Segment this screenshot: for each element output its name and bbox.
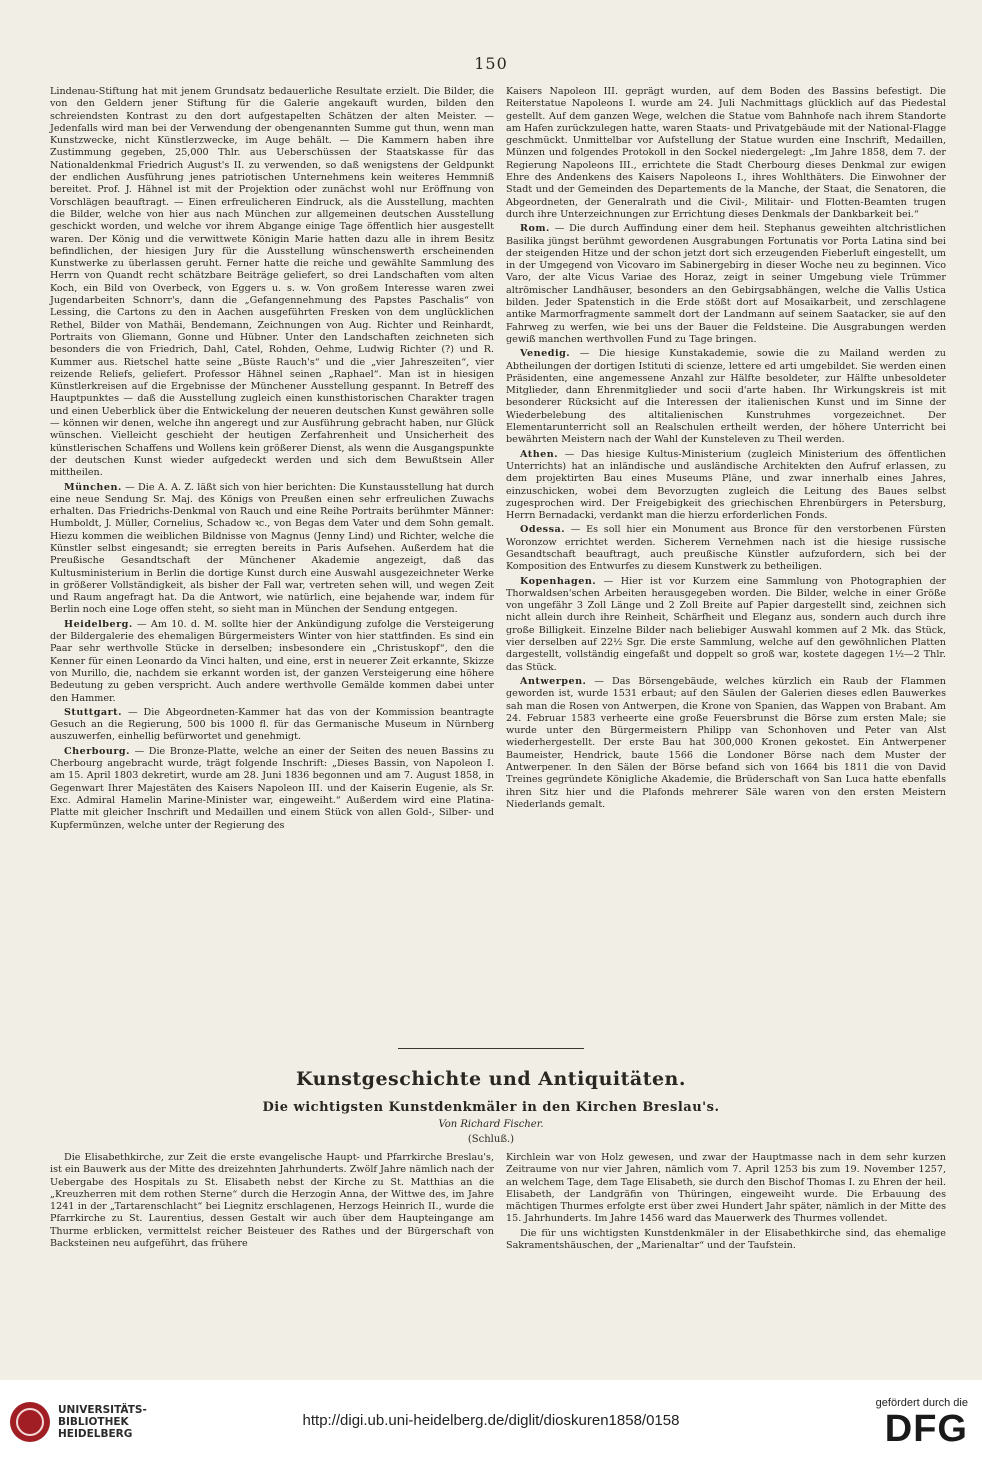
place-heading: Venedig. xyxy=(520,348,571,360)
paragraph: Die Elisabethkirche, zur Zeit die erste evangelische Haupt- und Pfarrkirche Breslau's, ist ein Bauwerk aus der Mitte des dreizehnten Jahrhunderts. Zwölf Jahre nämlich nach der Uebergabe des Hospitals zu St. Elisabeth nebst der Kirche zu St. Matthias an die „Kreuzherren mit dem rothen Sterne“ durch die Herzogin Anna, der Wittwe des, im Jahre 1241 in der „Tartarenschlacht“ bei Liegnitz erschlagenen, Herzogs Heinrich II., wurde die Pfarrkirche zu St. Laurentius, dessen Gestalt wir auch über dem Haupteingange am Thurme erblicken, vermittelst reicher Beisteuer des Rathes und der Bürgerschaft von Backsteinen neu aufgeführt, das frühere xyxy=(50,1152,494,1250)
news-entry-stuttgart xyxy=(50,707,494,744)
conclusion-note: (Schluß.) xyxy=(467,1134,515,1145)
place-heading: Heidelberg. xyxy=(64,618,133,630)
place-heading: Kopenhagen. xyxy=(520,575,597,587)
section-divider xyxy=(398,1048,584,1049)
news-entry-copenhagen xyxy=(506,576,946,674)
byline: Von Richard Fischer. xyxy=(438,1119,544,1130)
left-column xyxy=(50,86,494,834)
entry-text: — Die A. A. Z. läßt sich von hier berichten: Die Kunstausstellung hat durch eine neue Sendung Sr. Maj. des Königs von Preußen einen sehr erfreulichen Zuwachs erhalten. Das Friedrichs-Denkmal von Rauch und eine Reihe Portraits berühmter Männer: Humboldt, J. Müller, Cornelius, Schadow ꝛc., von Begas dem Vater und dem Sohn gemalt. Hiezu kommen die weiblichen Bildnisse von Magnus (Jenny Lind) und Richter, welche die Künstler selbst eingesandt; sie erregten bereits in Paris Aufsehen. Außerdem hat die Preußische Gesandtschaft der Münchener Akademie angezeigt, daß das Kultusministerium in Berlin die dortige Kunst durch eine Auswahl ausgezeichneter Werke in größerer Vollständigkeit, als bisher der Fall war, vertreten sehen will, und wegen Zeit und Raum angefragt hat. Da die Antwort, wie natürlich, eine bejahende war, indem für Berlin noch eine Loge offen steht, so sieht man in München der Sendung entgegen. xyxy=(50,481,494,616)
paragraph: Kirchlein war von Holz gewesen, und zwar der Hauptmasse nach in dem sehr kurzen Zeitraume von nur vier Jahren, nämlich vom 7. April 1253 bis zum 19. November 1257, an welchem Tage, dem Tage Elisabeth, sie durch den Bischof Thomas I. zu Ehren der heil. Elisabeth, der Landgräfin von Thüringen, eingeweiht wurde. Die Erbauung des mächtigen Thurmes erfolgte erst über zwei Hundert Jahr später, nämlich in der Mitte des 15. Jahrhunderts. Im Jahre 1456 ward das Mauerwerk des Thurmes vollendet. xyxy=(506,1152,946,1225)
entry-text: — Hier ist vor Kurzem eine Sammlung von Photographien der Thorwaldsen'schen Arbeiten herausgegeben worden. Die Bilder, welche in einer Größe von ungefähr 3 Zoll Länge und 2 Zoll Breite auf Papier dargestellt sind, zeichnen sich nicht allein durch ihre Reinheit, Schärfheit und Eleganz aus, sondern auch durch ihre große Billigkeit. Einzelne Bilder nach beliebiger Auswahl kommen auf 2 Mk. das Stück, vier derselben auf 22½ Sgr. Die erste Sammlung, welche auf den gewöhnlichen Platten dargestellt, vollständig eingefaßt und doppelt so groß war, kostete dagegen 1½—2 Thlr. das Stück. xyxy=(506,575,946,673)
paragraph: Kaisers Napoleon III. geprägt wurden, auf dem Boden des Bassins befestigt. Die Reiterstatue Napoleons I. wurde am 24. Juli Nachmittags glücklich auf das Piedestal gestellt. Auf dem ganzen Wege, welchen die Statue vom Bahnhofe nach ihrem Standorte am Hafen zurückzulegen hatte, waren Staats- und Privatgebäude mit der National-Flagge geschmückt. Unmittelbar vor Aufstellung der Statue wurden eine Inschrift, Medaillen, Münzen und folgendes Protokoll in den Sockel niedergelegt: „Im Jahre 1858, dem 7. der Regierung Napoleons III., errichtete die Stadt Cherbourg dieses Denkmal zur ewigen Ehre des Andenkens des Kaisers Napoleons I., ihres Wohlthäters. Die Einwohner der Stadt und der Gemeinden des Departements de la Manche, der Staat, die Senatoren, die Abgeordneten, der Generalrath und die Civil-, Militair- und Flotten-Beamten trugen durch ihre Unterzeichnungen zur Errichtung dieses Denkmals der Dankbarkeit bei.“ xyxy=(506,86,946,220)
source-url-link[interactable]: http://digi.ub.uni-heidelberg.de/diglit/dioskuren1858/0158 xyxy=(302,1412,680,1429)
place-heading: Antwerpen. xyxy=(520,675,587,687)
news-entry-athens xyxy=(506,449,946,523)
news-entry-cherbourg xyxy=(50,746,494,832)
article-left-column xyxy=(50,1152,494,1252)
dfg-logo: DFG xyxy=(884,1408,968,1450)
place-heading: Odessa. xyxy=(520,524,566,536)
news-entry-heidelberg xyxy=(50,619,494,705)
right-column xyxy=(506,86,946,813)
entry-text: — Das hiesige Kultus-Ministerium (zugleich Ministerium des öffentlichen Unterrichts) hat an inländische und ausländische Architekten den Aufruf erlassen, zu dem projektirten Bau eines Museums Pläne, und zwar innerhalb eines Jahres, einzuschicken, wobei dem Bevorzugten zugleich die Leitung des Baues selbst zugesprochen wird. Der Freigebigkeit des griechischen Ehrenbürgers in Petersburg, Herrn Bernadacki, verdankt man die hierzu erforderlichen Fonds. xyxy=(506,448,946,522)
news-entry-rome xyxy=(506,223,946,346)
entry-text: — Die hiesige Kunstakademie, sowie die zu Mailand werden zu Abtheilungen der dortigen Istituti di scienze, lettere ed arti umgebildet. Sie werden einen Präsidenten, eine angemessene Anzahl zur Hälfte besoldeter, zur Hälfte unbesoldeter Mitglieder, dann Ehrenmitglieder und socii d'arte haben. Ihr Wirkungskreis ist mit besonderer Rücksicht auf die Interessen der italienischen Kunst und im Sinne der Wiederbelebung des altitalienischen Kunstruhmes vorgezeichnet. Der Elementarunterricht soll an Realschulen ertheilt werden, der höhere Unterricht bei bewährten Meistern nach der Wahl der Kunsteleven zu Theil werden. xyxy=(506,348,946,446)
place-heading: Stuttgart. xyxy=(64,706,122,718)
entry-text: — Am 10. d. M. sollte hier der Ankündigung zufolge die Versteigerung der Bildergalerie des ehemaligen Bürgermeisters Winter von hier stattfinden. Es sind ein Paar sehr werthvolle Stücke in derselben; insbesondere ein „Christuskopf“, den die Kenner für einen Leonardo da Vinci halten, und eine, erst in neuerer Zeit erkannte, Skizze von Murillo, die, nachdem sie erkannt worden ist, der ganzen Versteigerung eine höhere Bedeutung zu geben verspricht. Auch andere werthvolle Gemälde kommen dabei unter den Hammer. xyxy=(50,618,494,704)
page-number: 150 xyxy=(474,54,508,73)
place-heading: Athen. xyxy=(520,448,559,460)
entry-text: — Die Bronze-Platte, welche an einer der Seiten des neuen Bassins zu Cherbourg angebracht wurde, trägt folgende Inschrift: „Dieses Bassin, von Napoleon I. am 15. April 1803 dekretirt, wurde am 28. Juni 1836 begonnen und am 7. August 1858, in Gegenwart Ihrer Majestäten des Kaisers Napoleon III. und der Kaiserin Eugenie, als Sr. Exc. Admiral Hamelin Marine-Minister war, eingeweiht.“ Außerdem wird eine Platina-Platte mit gleicher Inschrift und Medaillen und einem Stück von allen Gold-, Silber- und Kupfermünzen, welche unter der Regierung des xyxy=(50,745,494,831)
entry-text: — Das Börsengebäude, welches kürzlich ein Raub der Flammen geworden ist, wurde 1531 erbaut; auf den Säulen der Galerien dieses edlen Bauwerkes sah man die Rosen von Antwerpen, die Krone von Spanien, das Wappen von Brabant. Am 24. Februar 1583 verheerte eine große Feuersbrunst die Börse zum ersten Male; sie wurde unter den Bürgermeistern Philipp van Schonhoven und Peter van Alst wiederhergestellt. Der erste Bau hat 300,000 Kronen gekostet. Ein Antwerpener Baumeister, Hendrick, baute 1566 die Londoner Börse nach dem Muster der Antwerpener. In den Sälen der Börse befand sich von 1664 bis 1811 die von David Treines gegründete Königliche Akademie, die Brüderschaft von San Luca hatte ebenfalls ihren Sitz hier und die Plafonds mehrerer Säle waren von den ersten Meistern Niederlands gemalt. xyxy=(506,675,946,810)
section-title: Kunstgeschichte und Antiquitäten. xyxy=(295,1068,686,1090)
place-heading: München. xyxy=(64,481,122,493)
news-entry-venice xyxy=(506,348,946,446)
place-heading: Cherbourg. xyxy=(64,745,130,757)
entry-text: — Es soll hier ein Monument aus Bronce für den verstorbenen Fürsten Woronzow errichtet werden. Sicherem Vernehmen nach ist die hiesige russische Gesandtschaft beauftragt, auch preußische Künstler aufzufordern, sich bei der Komposition des Entwurfes zu diesem Kunstwerk zu betheiligen. xyxy=(506,524,946,573)
entry-text: — Die durch Auffindung einer dem heil. Stephanus geweihten altchristlichen Basilika jüngst berühmt gewordenen Ausgrabungen Fortunatis vor Porta Latina sind bei der steigenden Hitze und der schon jetzt dort sich erzeugenden Fieberluft eingestellt, um in der Umgegend von Vicovaro im Sabinergebirg in dieser Woche neu zu beginnen. Vico Varo, der alte Vicus Variae des Horaz, zeigt in seiner Umgebung viele Trümmer altrömischer Landhäuser, besonders an den Gebirgsabhängen, welche die Vallis Ustica bilden. Jeder Spatenstich in die Erde stößt dort auf Mosaikarbeit, und zerschlagene antike Marmorfragmente sammelt dort der Landmann auf seinem Saatacker, sie auf den Fahrweg zu werfen, wie bei uns der Bauer die Feldsteine. Die Ausgrabungen werden gewiß manchen werthvollen Fund zu Tage bringen. xyxy=(506,223,946,345)
place-heading: Rom. xyxy=(520,223,550,235)
news-entry-antwerp xyxy=(506,676,946,811)
paragraph: Die für uns wichtigsten Kunstdenkmäler in der Elisabethkirche sind, das ehemalige Sakramentshäuschen, der „Marienaltar“ und der Taufstein. xyxy=(506,1227,946,1252)
paragraph: Lindenau-Stiftung hat mit jenem Grundsatz bedauerliche Resultate erzielt. Die Bilder, die von den Geldern jener Stiftung für die Galerie angekauft wurden, bilden den schreiendsten Kontrast zu den dort aufgestapelten Schätzen der alten Meister. — Jedenfalls wird man bei der Verwendung der obengenannten Summe gut thun, wenn man Kunstzwecke, nicht Künstlerzwecke, im Auge behält. — Die Kammern haben ihre Zustimmung gegeben, 25,000 Thlr. aus Ueberschüssen der Staatskasse für das Nationaldenkmal Friedrich August's II. zu verwenden, so daß wenigstens der Geldpunkt der endlichen Ausführung jenes patriotischen Unternehmens kein weiteres Hemmniß bereitet. Prof. J. Hähnel ist mit der Projektion oder zunächst wohl nur Eröffnung von Vorschlägen beauftragt. — Einen erfreulicheren Eindruck, als die Ausstellung, machten die Bilder, welche von hier aus nach München zur allgemeinen deutschen Ausstellung geschickt worden, und welche vor ihrem Abgange einige Tage öffentlich hier ausgestellt waren. Der König und die verwittwete Königin Marie hatten dazu alle in ihrem Besitz befindlichen, der hiesigen Jury für die Ausstellung wünschenswerth erscheinenden Kunstwerke zu überlassen geruht. Ferner hatte die reiche und gewählte Sammlung des Herrn von Quandt recht schätzbare Beiträge geliefert, so drei Landschaften vom alten Koch, ein Bild von Overbeck, von Eggers u. s. w. Von großem Interesse waren zwei Jugendarbeiten Schnorr's, dann die „Gefangennehmung des Papstes Paschalis“ von Lessing, die Cartons zu den in Aachen ausgeführten Fresken von dem unglücklichen Rethel, Bilder von Mathäi, Bendemann, Zeichnungen von Aug. Richter und Reinhardt, Portraits von Gliemann, Gonne und Hübner. Unter den Landschaften zeichneten sich besonders die von Friedrich, Dahl, Catel, Rohden, Oehme, Ludwig Richter (?) und R. Kummer aus. Rietschel hatte seine „Büste Rauch's“ und die „vier Jahreszeiten“, vier reizende Reliefs, geliefert. Professor Hähnel seinen „Raphael“. Man ist in hiesigen Künstlerkreisen auf die Ergebnisse der Münchener Ausstellung gespannt. In Betreff des Hauptpunktes — daß die Ausstellung zugleich einen kunsthistorischen Charakter tragen und einen Ueberblick über die Entwickelung der neueren deutschen Kunst gewähren solle — können wir denen, welche ihn angeregt und zur Ausführung gebracht haben, nur Glück wünschen. Vielleicht geschieht der heutigen Zerfahrenheit und Unsicherheit des künstlerischen Schaffens und Wollens kein größerer Dienst, als wenn die Ausgangspunkte der deutschen Kunst wieder aufgedeckt werden und sich dem Bewußtsein Aller mittheilen. xyxy=(50,86,494,479)
sponsor-text: gefördert durch die xyxy=(875,1397,968,1409)
sponsor-block[interactable] xyxy=(828,1397,968,1449)
news-entry-munich xyxy=(50,482,494,617)
news-entry-odessa xyxy=(506,524,946,573)
library-name: UNIVERSITÄTS- BIBLIOTHEK HEIDELBERG xyxy=(58,1404,147,1440)
entry-text: — Die Abgeordneten-Kammer hat das von der Kommission beantragte Gesuch an die Regierung, 500 bis 1000 fl. für das Germanische Museum in Nürnberg auszuwerfen, einhellig befürwortet und genehmigt. xyxy=(50,706,494,743)
article-right-column xyxy=(506,1152,946,1254)
article-title: Die wichtigsten Kunstdenkmäler in den Kirchen Breslau's. xyxy=(262,1100,720,1115)
